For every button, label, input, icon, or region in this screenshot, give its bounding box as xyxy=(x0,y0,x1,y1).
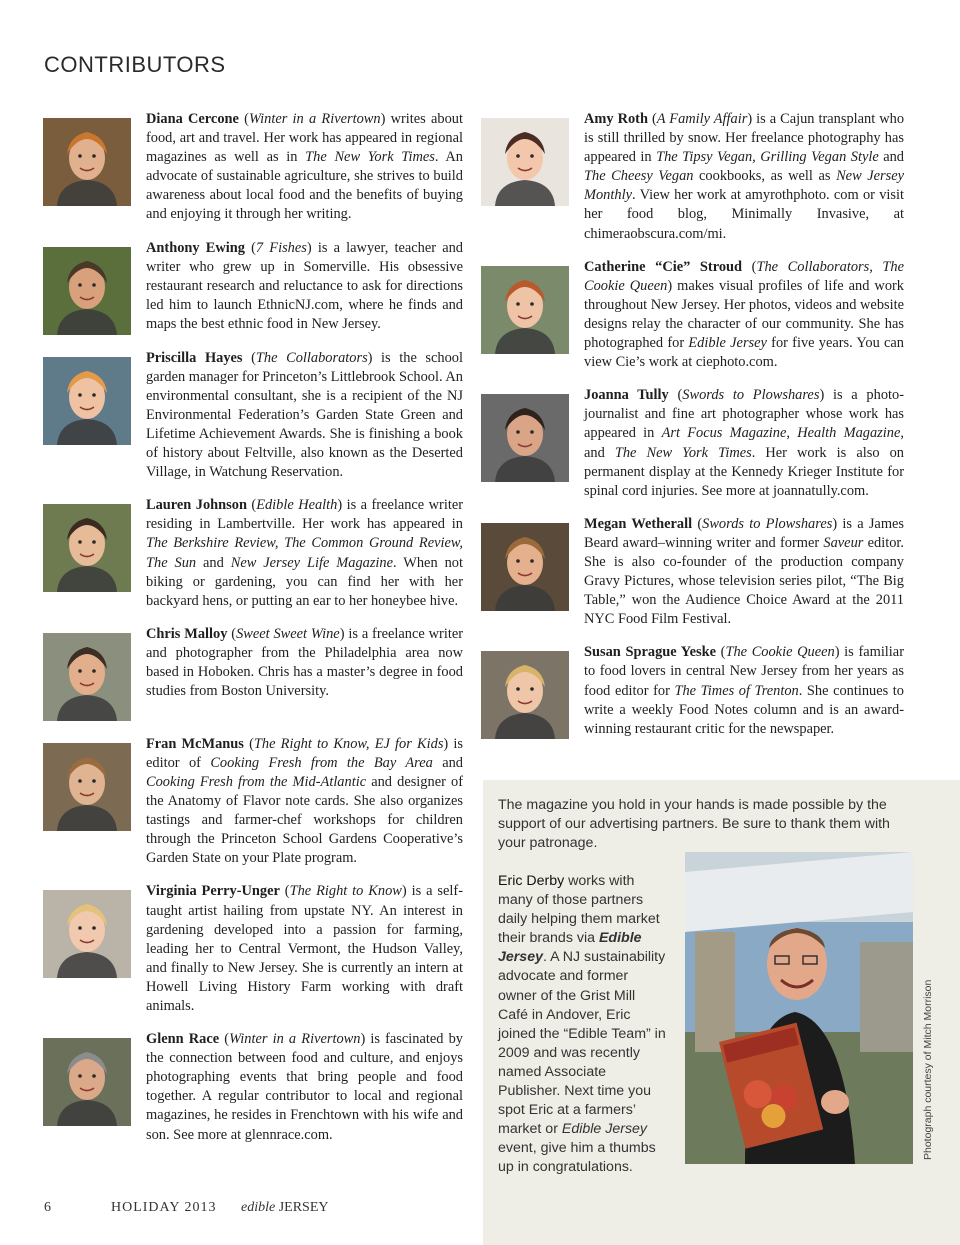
contributor-article: A Family Affair xyxy=(656,111,748,127)
page-title: CONTRIBUTORS xyxy=(44,52,226,77)
contributor-name: Fran McManus xyxy=(146,735,244,752)
contributor-entry xyxy=(481,386,904,501)
contributor-name: Virginia Perry-Unger xyxy=(146,883,280,900)
contributor-photo xyxy=(481,118,569,206)
contributor-entry xyxy=(43,110,463,225)
eric-derby-photo xyxy=(685,852,913,1164)
contributor-entry xyxy=(481,643,904,739)
contributor-name: Amy Roth xyxy=(584,111,648,127)
contributor-name: Anthony Ewing xyxy=(146,239,245,256)
left-contributor-column xyxy=(43,110,463,1159)
contributor-photo xyxy=(43,247,131,335)
sponsor-intro: The magazine you hold in your hands is made possible by the support of our advertising partners. Be sure to thank them with your patronage. xyxy=(498,797,890,852)
contributor-photo xyxy=(481,266,569,354)
contributor-article: Edible Health xyxy=(256,497,338,514)
contributor-photo xyxy=(43,890,131,978)
photo-credit-text: Photograph courtesy of Mitch Morrison xyxy=(922,979,934,1160)
contributor-entry xyxy=(481,515,904,630)
contributor-bio: Chris Malloy (Sweet Sweet Wine) is a freelance writer and photographer from the Philadelphia area now based in Hoboken. Chris has a master’s degree in food studies from Boston University. xyxy=(146,625,463,700)
contributor-bio: Amy Roth (A Family Affair) is a Cajun transplant who is still thrilled by snow. Her freelance photography has appeared in The Tipsy Vegan, Grilling Vegan Style and The Cheesy Vegan cookbooks, as well as New Jersey Monthly. View her work at amyrothphoto. com or visit her food blog, Minimally Invasive, at chimeraobscura.com/mi. xyxy=(584,111,905,242)
contributor-name: Priscilla Hayes xyxy=(146,349,243,366)
contributor-entry xyxy=(43,882,463,1016)
contributor-entry xyxy=(43,1030,463,1145)
contributor-photo xyxy=(43,118,131,206)
contributor-bio: Anthony Ewing (7 Fishes) is a lawyer, teacher and writer who grew up in Somerville. His obsessive restaurant research and reluctance to ask for directions led him to launch EthnicNJ.com, where he finds and maps the best ethnic food in New Jersey. xyxy=(146,239,463,332)
contributor-bio: Fran McManus (The Right to Know, EJ for Kids) is editor of Cooking Fresh from the Bay Area and Cooking Fresh from the Mid-Atlantic and designer of the Anatomy of Flavor note cards. She also organizes tastings and farmer-chef workshops for children through the Princeton School Gardens Cooperative’s Garden State on your Plate program. xyxy=(146,735,464,867)
contributor-photo xyxy=(481,651,569,739)
magazine-suffix: JERSEY xyxy=(275,1200,329,1215)
contributor-name: Lauren Johnson xyxy=(146,497,247,514)
contributor-bio: Priscilla Hayes (The Collaborators) is the school garden manager for Princeton’s Littlebrook School. An environmental consultant, she is a recipient of the NJ Environmental Federation’s Garden State Green and Lifetime Achievement Awards. She is finishing a book of history about Feltville, also known as the Deserted Village, in Watchung Reservation. xyxy=(146,349,464,481)
magazine-prefix: edible xyxy=(241,1200,276,1215)
contributor-article: Winter in a Rivertown xyxy=(248,111,381,127)
contributor-bio: Virginia Perry-Unger (The Right to Know) is a self-taught artist hailing from upstate NY. An interest in gardening developed into a passion for farming, leading her to Central Vermont, the Hudson Valley, and finally to New Jersey. She is currently an intern at Howell Living History Farm working with draft animals. xyxy=(146,883,463,1014)
contributor-name: Chris Malloy xyxy=(146,625,228,642)
contributor-entry xyxy=(43,625,463,721)
contributor-photo xyxy=(481,394,569,482)
contributor-name: Glenn Race xyxy=(146,1031,220,1048)
eric-derby-bio: Eric Derby works with many of those partners daily helping them market their brands via Edible Jersey. A NJ sustainability advocate and former owner of the Grist Mill Café in Andover, Eric joined the “Edible Team” in 2009 and was recently named Associate Publisher. Next time you spot Eric at a farmers’ market or Edible Jersey event, give him a thumbs up in congratulations. xyxy=(498,873,666,1176)
contributor-article: Swords to Plowshares xyxy=(682,387,820,404)
page-number: 6 xyxy=(44,1200,51,1215)
contributor-bio: Glenn Race (Winter in a Rivertown) is fascinated by the connection between food and culture, and enjoys photographing events that bring people and food together. A regular contributor to local and regional magazines, he resides in Frenchtown with his wife and son. See more at glennrace.com. xyxy=(146,1031,464,1143)
contributor-bio: Diana Cercone (Winter in a Rivertown) writes about food, art and travel. Her work has appeared in regional magazines as well as in The New York Times. An advocate of sustainable agriculture, she strives to build awareness about local food and the benefits of buying and enjoying it through her writing. xyxy=(146,111,463,223)
contributor-photo xyxy=(43,743,131,831)
contributor-article: The Right to Know xyxy=(289,883,402,900)
contributor-name: Catherine “Cie” Stroud xyxy=(584,258,743,275)
contributor-bio: Susan Sprague Yeske (The Cookie Queen) is familiar to food lovers in central New Jersey from her years as food editor for The Times of Trenton. She continues to write a weekly Food Notes column and is an award-winning restaurant critic for the newspaper. xyxy=(584,644,904,737)
contributor-entry xyxy=(481,110,904,244)
contributor-bio: Catherine “Cie” Stroud (The Collaborators, The Cookie Queen) makes visual profiles of life and work throughout New Jersey. Her photos, videos and website designs relay the character of our community. She has photographed for Edible Jersey for five years. You can view Cie’s work at ciephoto.com. xyxy=(584,258,905,371)
contributor-photo xyxy=(43,1038,131,1126)
contributor-photo xyxy=(43,357,131,445)
magazine-name xyxy=(241,1200,329,1216)
contributor-name: Megan Wetherall xyxy=(584,515,693,532)
contributor-photo xyxy=(43,504,131,592)
contributor-article: 7 Fishes xyxy=(255,239,307,256)
contributor-bio: Lauren Johnson (Edible Health) is a freelance writer residing in Lambertville. Her work has appeared in The Berkshire Review, The Common Ground Review, The Sun and New Jersey Life Magazine. When not biking or gardening, you can find her with her backyard hens, or putting an ear to her honeybee hive. xyxy=(146,497,463,609)
contributor-photo xyxy=(43,633,131,721)
sponsor-box xyxy=(483,780,960,1245)
contributor-entry xyxy=(43,349,463,483)
issue-label: HOLIDAY 2013 xyxy=(111,1200,217,1215)
contributor-article: Winter in a Rivertown xyxy=(229,1031,361,1048)
contributor-article: The Collaborators, The Cookie Queen xyxy=(584,258,905,294)
contributor-bio: Joanna Tully (Swords to Plowshares) is a photo-journalist and fine art photographer whose work has appeared in Art Focus Magazine, Health Magazine, and The New York Times. Her work is also on permanent display at the Kennedy Krieger Institute for spinal cord injuries. See more at joannatully.com. xyxy=(584,387,904,499)
contributor-article: The Cookie Queen xyxy=(725,644,835,661)
contributor-bio: Megan Wetherall (Swords to Plowshares) is a James Beard award–winning writer and former Saveur editor. She is also co-founder of the production company Gravy Pictures, whose television series pilot, “The Big Table,” won the Audience Choice Award at the 2011 NYC Food Film Festival. xyxy=(584,515,904,628)
contributor-name: Diana Cercone xyxy=(146,111,239,127)
contributor-article: Swords to Plowshares xyxy=(702,515,833,532)
contributor-entry xyxy=(43,735,463,869)
contributor-photo xyxy=(481,523,569,611)
photo-credit xyxy=(918,979,938,1160)
contributor-article: Sweet Sweet Wine xyxy=(236,625,340,642)
contributor-entry xyxy=(481,258,904,373)
right-contributor-column xyxy=(481,110,904,753)
contributor-article: The Right to Know, EJ for Kids xyxy=(253,735,444,752)
contributor-article: The Collaborators xyxy=(255,349,368,366)
contributor-name: Susan Sprague Yeske xyxy=(584,644,716,661)
contributor-entry xyxy=(43,496,463,611)
contributor-entry xyxy=(43,239,463,335)
contributor-name: Joanna Tully xyxy=(584,387,669,404)
